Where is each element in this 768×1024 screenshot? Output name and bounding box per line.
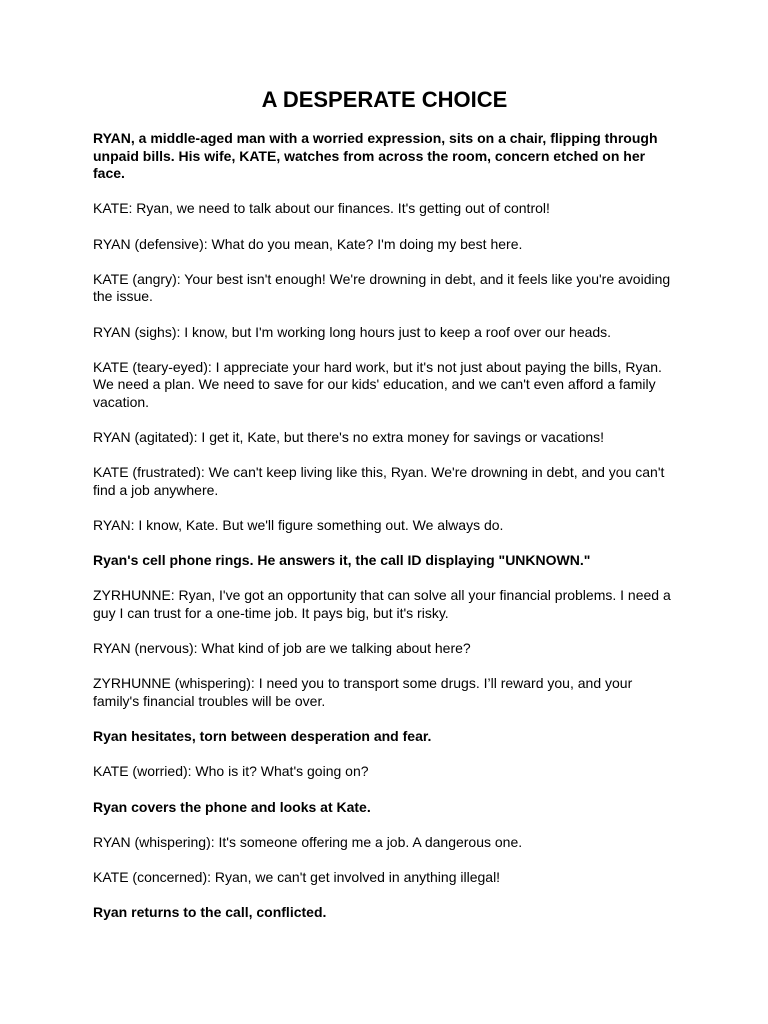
dialogue-line: RYAN (nervous): What kind of job are we talking about here?: [93, 640, 471, 657]
dialogue-line: RYAN (agitated): I get it, Kate, but there's no extra money for savings or vacations!: [93, 429, 605, 446]
action-line: Ryan covers the phone and looks at Kate.: [93, 798, 371, 815]
dialogue-line: KATE (frustrated): We can't keep living like this, Ryan. We're drowning in debt, and you can't find a job anywhere.: [93, 464, 665, 498]
action-line: Ryan returns to the call, conflicted.: [93, 904, 327, 921]
dialogue-line: RYAN (whispering): It's someone offering me a job. A dangerous one.: [93, 833, 523, 850]
dialogue-line: KATE (angry): Your best isn't enough! We're drowning in debt, and it feels like you're avoiding the issue.: [93, 270, 671, 305]
dialogue-line: KATE (concerned): Ryan, we can't get involved in anything illegal!: [93, 868, 501, 885]
dialogue-line: RYAN: I know, Kate. But we'll figure something out. We always do.: [93, 517, 504, 534]
action-line: Ryan hesitates, torn between desperation and fear.: [93, 728, 432, 745]
dialogue-line: RYAN (defensive): What do you mean, Kate? I'm doing my best here.: [93, 235, 523, 252]
dialogue-line: ZYRHUNNE (whispering): I need you to transport some drugs. I’ll reward you, and your family's financial troubles will be over.: [93, 675, 633, 709]
dialogue-line: KATE (worried): Who is it? What's going on?: [93, 763, 369, 780]
script-body: [93, 130, 676, 922]
dialogue-line: ZYRHUNNE: Ryan, I've got an opportunity that can solve all your financial problems. I need a guy I can trust for a one-time job. It pays big, but it's risky.: [93, 587, 671, 622]
dialogue-line: KATE (teary-eyed): I appreciate your hard work, but it's not just about paying the bills, Ryan. We need a plan. We need to save for our kids' education, and we can't even afford a family vacation.: [93, 358, 662, 410]
dialogue-line: KATE: Ryan, we need to talk about our finances. It's getting out of control!: [93, 200, 550, 217]
action-line: Ryan's cell phone rings. He answers it, the call ID displaying "UNKNOWN.": [93, 552, 591, 569]
dialogue-line: RYAN (sighs): I know, but I'm working long hours just to keep a roof over our heads.: [93, 323, 612, 340]
document-title: A DESPERATE CHOICE: [261, 87, 508, 112]
action-line: RYAN, a middle-aged man with a worried expression, sits on a chair, flipping through unpaid bills. His wife, KATE, watches from across the room, concern etched on her face.: [93, 130, 658, 182]
